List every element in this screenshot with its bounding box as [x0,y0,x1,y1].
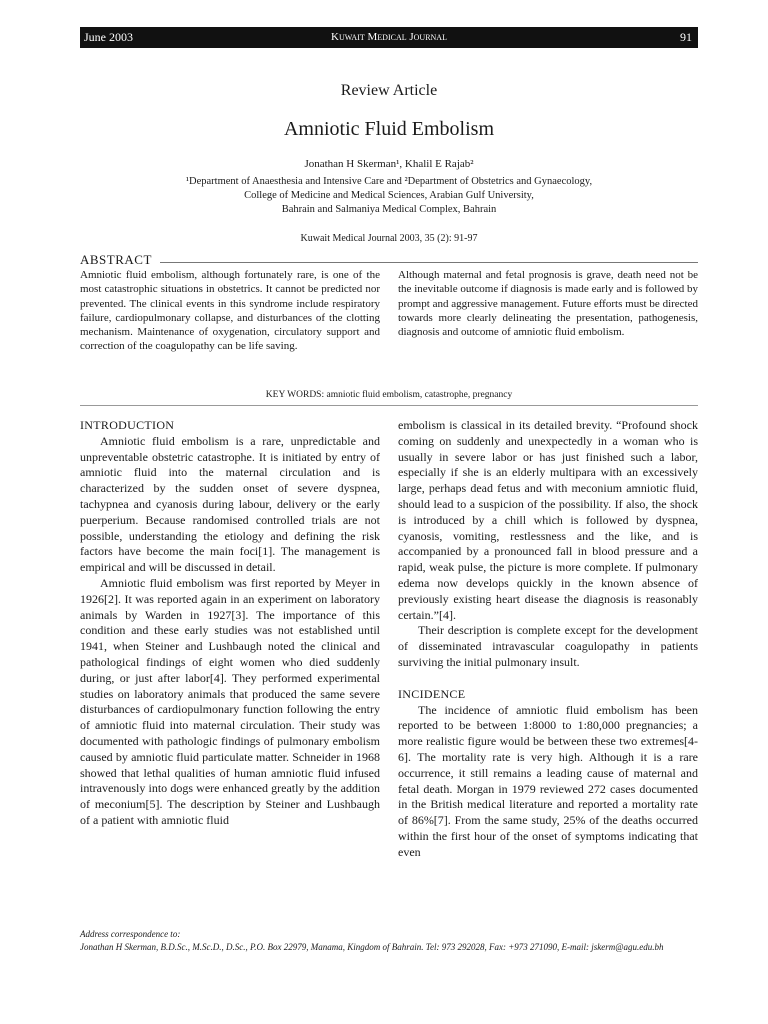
paragraph: The incidence of amniotic fluid embolism has been reported to be between 1:8000 to 1:80,000 pregnancies; a more realistic figure would be between these two extremes[4-6]. The mortality rate is very high. Although it is a rare occurrence, it still remains a leading cause of maternal and fetal death. Morgan in 1979 reviewed 272 cases documented in the British medical literature and reported a mortality rate of 86%[7]. From the same study, 25% of the deaths occurred within the first hour of the onset of symptoms indicating that even [398,702,698,859]
header-date: June 2003 [84,30,133,44]
header-page-number: 91 [680,30,692,44]
divider [80,405,698,406]
footnote-text: Jonathan H Skerman, B.D.Sc., M.Sc.D., D.Sc., P.O. Box 22979, Manama, Kingdom of Bahrain. Tel: 973 292028, Fax: +973 271090, E-mail: jskerm@agu.edu.bh [80,942,664,952]
article-type: Review Article [340,82,438,99]
affiliation-line: ¹Department of Anaesthesia and Intensive Care and ²Department of Obstetrics and Gynaecology, [185,176,593,187]
section-heading-incidence: INCIDENCE [398,686,466,701]
authors: Jonathan H Skerman¹, Khalil E Rajab² [304,158,474,170]
affiliation-line: Bahrain and Salmaniya Medical Complex, Bahrain [281,204,497,215]
paragraph: Their description is complete except for the development of disseminated intravascular coagulopathy in patients surviving the initial pulmonary insult. [398,623,698,669]
abstract-right-column: Although maternal and fetal prognosis is grave, death need not be the inevitable outcome if diagnosis is made early and is followed by prompt and aggressive management. Future efforts must be directed towards more clearly delineating the presentation, pathogenesis, diagnosis and outcome of amniotic fluid embolism. [398,269,698,339]
journal-citation: Kuwait Medical Journal 2003, 35 (2): 91-97 [300,233,478,244]
keywords: KEY WORDS: amniotic fluid embolism, catastrophe, pregnancy [265,390,513,400]
running-header [80,27,698,48]
footnote-label: Address correspondence to: [80,929,181,939]
abstract-left-column: Amniotic fluid embolism, although fortunately rare, is one of the most catastrophic situations in obstetrics. It cannot be predicted nor prevented. The clinical events in this syndrome include respiratory failure, cardiopulmonary collapse, and disturbances of the clotting mechanism. Maintenance of oxygenation, circulatory support and correction of the coagulopathy can be life saving. [80,269,380,353]
paragraph: embolism is classical in its detailed brevity. “Profound shock coming on suddenly and unexpectedly in a woman who is usually in severe labor or has just finished such a labor, especially if she is an elderly multipara with an excessively large, perhaps dead fetus and with meconium amniotic fluid, should lead to a suspicion of the possibility. If also, the shock is introduced by a chill which is followed by dyspnea, cyanosis, vomiting, restlessness and the like, and is accompanied by a pronounced fall in blood pressure and a rapid, weak pulse, the picture is more complete. If pulmonary edema now develops quickly in the known absence of previously existing heart disease the diagnosis is reasonably certain.”[4]. [398,418,698,622]
header-journal: Kuwait Medical Journal [331,31,447,43]
body-left-column [80,418,380,829]
paragraph: Amniotic fluid embolism was first reported by Meyer in 1926[2]. It was reported again in an experiment on laboratory animals by Warden in 1927[3]. The importance of this condition and these early studies was not established until 1941, when Steiner and Lushbaugh noted the clinical and pathological findings of eight women who died suddenly during, or just after labor[4]. They performed experimental studies on laboratory animals that produced the same severe disturbances of cardiopulmonary function following the entry of amniotic fluid into maternal circulation. Their study was documented with pathologic findings of pulmonary embolism caused by amniotic fluid particulate matter. Schneider in 1968 showed that lethal qualities of human amniotic fluid infused intravenously into dogs were enhanced greatly by the addition of meconium[5]. The description by Steiner and Lushbaugh of a patient with amniotic fluid [80,575,380,827]
paragraph: Amniotic fluid embolism is a rare, unpredictable and unpreventable obstetric catastrophe. It is initiated by entry of amniotic fluid into the maternal circulation and is characterized by the sudden onset of severe dyspnea, tachypnea and cyanosis during labour, delivery or the early puerperium. Because randomised controlled trials are not possible, understanding the etiology and defining the risk factors have become the main foci[1]. The management is empirical and will be discussed in detail. [80,433,380,575]
affiliation-line: College of Medicine and Medical Sciences, Arabian Gulf University, [244,190,534,201]
article-title: Amniotic Fluid Embolism [283,118,494,140]
section-heading-introduction: INTRODUCTION [80,418,175,432]
divider [160,262,698,263]
body-right-column [398,418,698,861]
abstract-heading: ABSTRACT [80,252,152,267]
